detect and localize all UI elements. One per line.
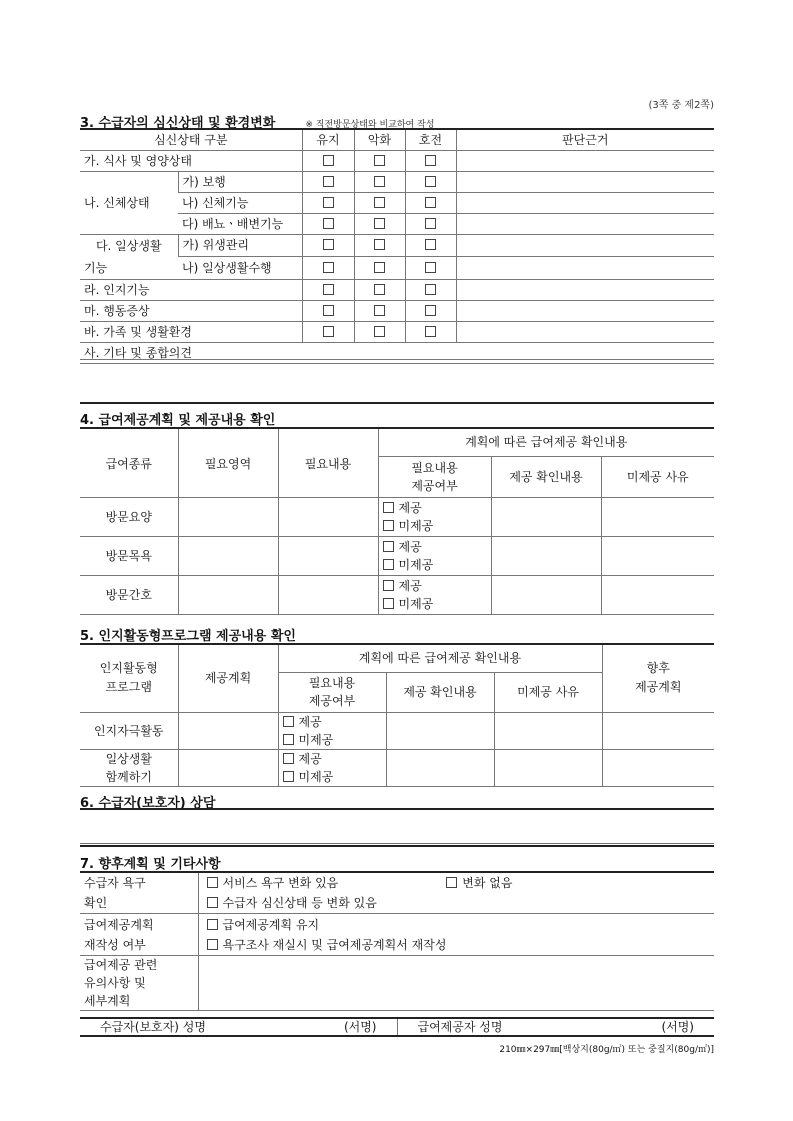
- notes-label: [80, 956, 198, 1011]
- checkbox-worsen[interactable]: [374, 176, 385, 187]
- provided-options: [378, 575, 491, 614]
- checkbox-improve[interactable]: [425, 197, 436, 208]
- header-status-category: 심신상태 구분: [80, 129, 302, 150]
- cognitive-program-table: [80, 643, 714, 787]
- program-line1: 인지활동형: [99, 661, 158, 676]
- provided-line2: 제공여부: [411, 478, 458, 493]
- notes-line3: 세부계획: [84, 994, 131, 1008]
- checkbox-status-change[interactable]: [207, 897, 218, 908]
- provided-options: [378, 497, 491, 536]
- basis-cell[interactable]: [456, 192, 714, 213]
- checkbox-not-provided[interactable]: [283, 734, 294, 745]
- checkbox-provided[interactable]: [283, 716, 294, 727]
- checkbox-improve[interactable]: [425, 239, 436, 250]
- header-confirm-content: 제공 확인내용: [386, 672, 494, 712]
- program-line2: 프로그램: [105, 680, 152, 695]
- future-line1: 향후: [646, 661, 670, 676]
- need-content-cell[interactable]: [278, 497, 378, 536]
- row-label-behavior: 마. 행동증상: [80, 300, 302, 321]
- need-area-cell[interactable]: [178, 536, 278, 575]
- provided-line2: 제공여부: [308, 694, 356, 708]
- counsel-area[interactable]: [80, 843, 714, 844]
- basis-cell[interactable]: [456, 321, 714, 342]
- checkbox-worsen[interactable]: [374, 305, 385, 316]
- program-name-cell: [80, 712, 178, 749]
- row-label-walk: 가) 보행: [178, 171, 302, 192]
- checkbox-maintain[interactable]: [323, 262, 334, 273]
- paper-size-note: 210㎜×297㎜[백상지(80g/㎡) 또는 중질지(80g/㎡)]: [499, 1045, 714, 1055]
- checkbox-worsen[interactable]: [374, 284, 385, 295]
- section5-title: 5. 인지활동형프로그램 제공내용 확인: [80, 629, 296, 644]
- checkbox-maintain[interactable]: [323, 284, 334, 295]
- mental-physical-status-table: [80, 128, 714, 364]
- program-name-line1: 인지자극활동: [93, 723, 164, 738]
- label-not-provided: 미제공: [398, 518, 434, 533]
- checkbox-maintain[interactable]: [323, 305, 334, 316]
- checkbox-no-change[interactable]: [446, 877, 457, 888]
- header-provided: [378, 456, 491, 497]
- need-line2: 확인: [84, 896, 108, 910]
- recipient-name-label: 수급자(보호자) 성명: [100, 1020, 206, 1034]
- reason-cell[interactable]: [601, 497, 714, 536]
- label-status-change: 수급자 심신상태 등 변화 있음: [222, 896, 377, 910]
- need-content-cell[interactable]: [278, 536, 378, 575]
- checkbox-provided[interactable]: [383, 541, 394, 552]
- label-keep-plan: 급여제공계획 유지: [222, 917, 320, 932]
- label-provided: 제공: [298, 714, 322, 729]
- confirm-content-cell[interactable]: [491, 536, 601, 575]
- checkbox-worsen[interactable]: [374, 262, 385, 273]
- basis-cell[interactable]: [456, 150, 714, 171]
- row-label-excretion: 다) 배뇨ㆍ배변기능: [178, 213, 302, 234]
- checkbox-improve[interactable]: [425, 262, 436, 273]
- header-maintain: 유지: [302, 129, 354, 150]
- need-confirm-options: [198, 872, 714, 914]
- row-label-body-function: 나) 신체기능: [178, 192, 302, 213]
- plan-line2: 재작성 여부: [84, 937, 146, 952]
- basis-cell[interactable]: [456, 213, 714, 234]
- provided-options: [278, 749, 386, 786]
- notes-line2: 유의사항 및: [84, 976, 146, 990]
- program-name-line2: 함께하기: [105, 769, 152, 784]
- label-provided: 제공: [398, 500, 422, 515]
- plan-rewrite-options: [198, 914, 714, 956]
- future-plan-table: [80, 871, 714, 1011]
- provided-line1: 필요내용: [411, 460, 458, 475]
- signature-table: [80, 1017, 714, 1037]
- confirm-content-cell[interactable]: [491, 497, 601, 536]
- reason-cell[interactable]: [601, 575, 714, 614]
- header-program: [80, 644, 178, 712]
- header-plan-confirm: 계획에 따른 급여제공 확인내용: [378, 428, 714, 456]
- provided-line1: 필요내용: [308, 676, 356, 690]
- confirm-content-cell[interactable]: [386, 749, 494, 786]
- checkbox-keep-plan[interactable]: [207, 919, 218, 930]
- confirm-content-cell[interactable]: [491, 575, 601, 614]
- benefit-type-cell: 방문요양: [80, 497, 178, 536]
- plan-rewrite-label: [80, 914, 198, 956]
- label-not-provided: 미제공: [398, 596, 434, 611]
- label-not-provided: 미제공: [298, 732, 334, 747]
- provide-plan-cell[interactable]: [178, 712, 278, 749]
- checkbox-improve[interactable]: [425, 155, 436, 166]
- header-plan-confirm: 계획에 따른 급여제공 확인내용: [278, 644, 602, 672]
- row-label-overall: 사. 기타 및 종합의견: [80, 342, 714, 363]
- section4-title: 4. 급여제공계획 및 제공내용 확인: [80, 413, 276, 428]
- checkbox-improve[interactable]: [425, 326, 436, 337]
- checkbox-provided[interactable]: [383, 580, 394, 591]
- section6-top-rule: [80, 808, 714, 810]
- row-label-daily-living: [80, 234, 178, 279]
- page-number: (3쪽 중 제2쪽): [648, 100, 714, 111]
- header-basis: 판단근거: [456, 129, 714, 150]
- checkbox-provided[interactable]: [283, 753, 294, 764]
- row-label-daily-performance: 나) 일상생활수행: [178, 257, 302, 280]
- recipient-signature-cell[interactable]: [80, 1018, 397, 1036]
- future-plan-cell[interactable]: [602, 749, 714, 786]
- overall-opinion-area[interactable]: [80, 359, 714, 360]
- label-no-change: 변화 없음: [462, 876, 513, 890]
- notes-line1: 급여제공 관련: [84, 958, 158, 972]
- checkbox-improve[interactable]: [425, 218, 436, 229]
- section7-title: 7. 향후계획 및 기타사항: [80, 857, 221, 872]
- section6-title: 6. 수급자(보호자) 상담: [80, 796, 216, 811]
- checkbox-worsen[interactable]: [374, 218, 385, 229]
- checkbox-worsen[interactable]: [374, 197, 385, 208]
- header-not-provided-reason: 미제공 사유: [601, 456, 714, 497]
- row-label-family-env: 바. 가족 및 생활환경: [80, 321, 302, 342]
- checkbox-service-need-change[interactable]: [207, 877, 218, 888]
- confirm-content-cell[interactable]: [386, 712, 494, 749]
- provider-sign-label: (서명): [661, 1020, 694, 1034]
- daily-living-line1: 다. 일상생활: [95, 238, 162, 253]
- future-line2: 제공계획: [635, 680, 682, 695]
- row-label-body: 나. 신체상태: [80, 171, 178, 234]
- checkbox-not-provided[interactable]: [283, 771, 294, 782]
- checkbox-worsen[interactable]: [374, 155, 385, 166]
- checkbox-not-provided[interactable]: [383, 559, 394, 570]
- checkbox-maintain[interactable]: [323, 239, 334, 250]
- recipient-sign-label: (서명): [343, 1020, 377, 1034]
- checkbox-maintain[interactable]: [323, 197, 334, 208]
- basis-cell[interactable]: [456, 300, 714, 321]
- provide-plan-cell[interactable]: [178, 749, 278, 786]
- notes-cell[interactable]: [198, 956, 714, 1011]
- header-worsen: 악화: [354, 129, 405, 150]
- checkbox-maintain[interactable]: [323, 176, 334, 187]
- provided-options: [278, 712, 386, 749]
- checkbox-worsen[interactable]: [374, 326, 385, 337]
- label-not-provided: 미제공: [298, 769, 334, 784]
- reason-cell[interactable]: [494, 712, 602, 749]
- row-label-cognition: 라. 인지기능: [80, 279, 302, 300]
- checkbox-improve[interactable]: [425, 284, 436, 295]
- section3-note: ※ 직전방문상태와 비교하여 작성: [305, 120, 435, 130]
- benefit-plan-table: [80, 427, 714, 615]
- section3-title-text: 3. 수급자의 심신상태 및 환경변화: [80, 116, 276, 131]
- checkbox-rewrite-plan[interactable]: [207, 939, 218, 950]
- section4-top-rule: [80, 402, 714, 404]
- need-line1: 수급자 욕구: [84, 876, 146, 890]
- label-service-need-change: 서비스 욕구 변화 있음: [222, 876, 339, 890]
- checkbox-provided[interactable]: [383, 502, 394, 513]
- plan-line1: 급여제공계획: [84, 917, 154, 932]
- label-provided: 제공: [298, 751, 322, 766]
- provider-signature-cell[interactable]: [397, 1018, 714, 1036]
- provided-options: [378, 536, 491, 575]
- reason-cell[interactable]: [601, 536, 714, 575]
- basis-cell[interactable]: [456, 279, 714, 300]
- checkbox-improve[interactable]: [425, 176, 436, 187]
- program-name-line1: 일상생활: [105, 751, 152, 766]
- header-confirm-content: 제공 확인내용: [491, 456, 601, 497]
- header-not-provided-reason: 미제공 사유: [494, 672, 602, 712]
- basis-cell[interactable]: [456, 257, 714, 280]
- need-area-cell[interactable]: [178, 497, 278, 536]
- row-label-meal: 가. 식사 및 영양상태: [80, 150, 302, 171]
- header-provided: [278, 672, 386, 712]
- basis-cell[interactable]: [456, 234, 714, 257]
- provider-name-label: 급여제공자 성명: [417, 1020, 503, 1034]
- header-need-content: 필요내용: [278, 428, 378, 497]
- benefit-type-cell: 방문간호: [80, 575, 178, 614]
- basis-cell[interactable]: [456, 171, 714, 192]
- checkbox-improve[interactable]: [425, 305, 436, 316]
- checkbox-maintain[interactable]: [323, 326, 334, 337]
- need-area-cell[interactable]: [178, 575, 278, 614]
- header-provide-plan: 제공계획: [178, 644, 278, 712]
- need-confirm-label: [80, 872, 198, 914]
- header-benefit-type: 급여종류: [80, 428, 178, 497]
- label-provided: 제공: [398, 539, 422, 554]
- checkbox-maintain[interactable]: [323, 218, 334, 229]
- future-plan-cell[interactable]: [602, 712, 714, 749]
- need-content-cell[interactable]: [278, 575, 378, 614]
- checkbox-not-provided[interactable]: [383, 520, 394, 531]
- header-future-plan: [602, 644, 714, 712]
- checkbox-maintain[interactable]: [323, 155, 334, 166]
- header-improve: 호전: [405, 129, 456, 150]
- section7-top-rule: [80, 845, 714, 847]
- header-need-area: 필요영역: [178, 428, 278, 497]
- row-label-hygiene: 가) 위생관리: [178, 234, 302, 257]
- checkbox-worsen[interactable]: [374, 239, 385, 250]
- daily-living-line2: 기능: [84, 260, 108, 275]
- label-provided: 제공: [398, 578, 422, 593]
- checkbox-not-provided[interactable]: [383, 598, 394, 609]
- reason-cell[interactable]: [494, 749, 602, 786]
- label-rewrite-plan: 욕구조사 재실시 및 급여제공계획서 재작성: [222, 937, 447, 952]
- label-not-provided: 미제공: [398, 557, 434, 572]
- program-name-cell: [80, 749, 178, 786]
- benefit-type-cell: 방문목욕: [80, 536, 178, 575]
